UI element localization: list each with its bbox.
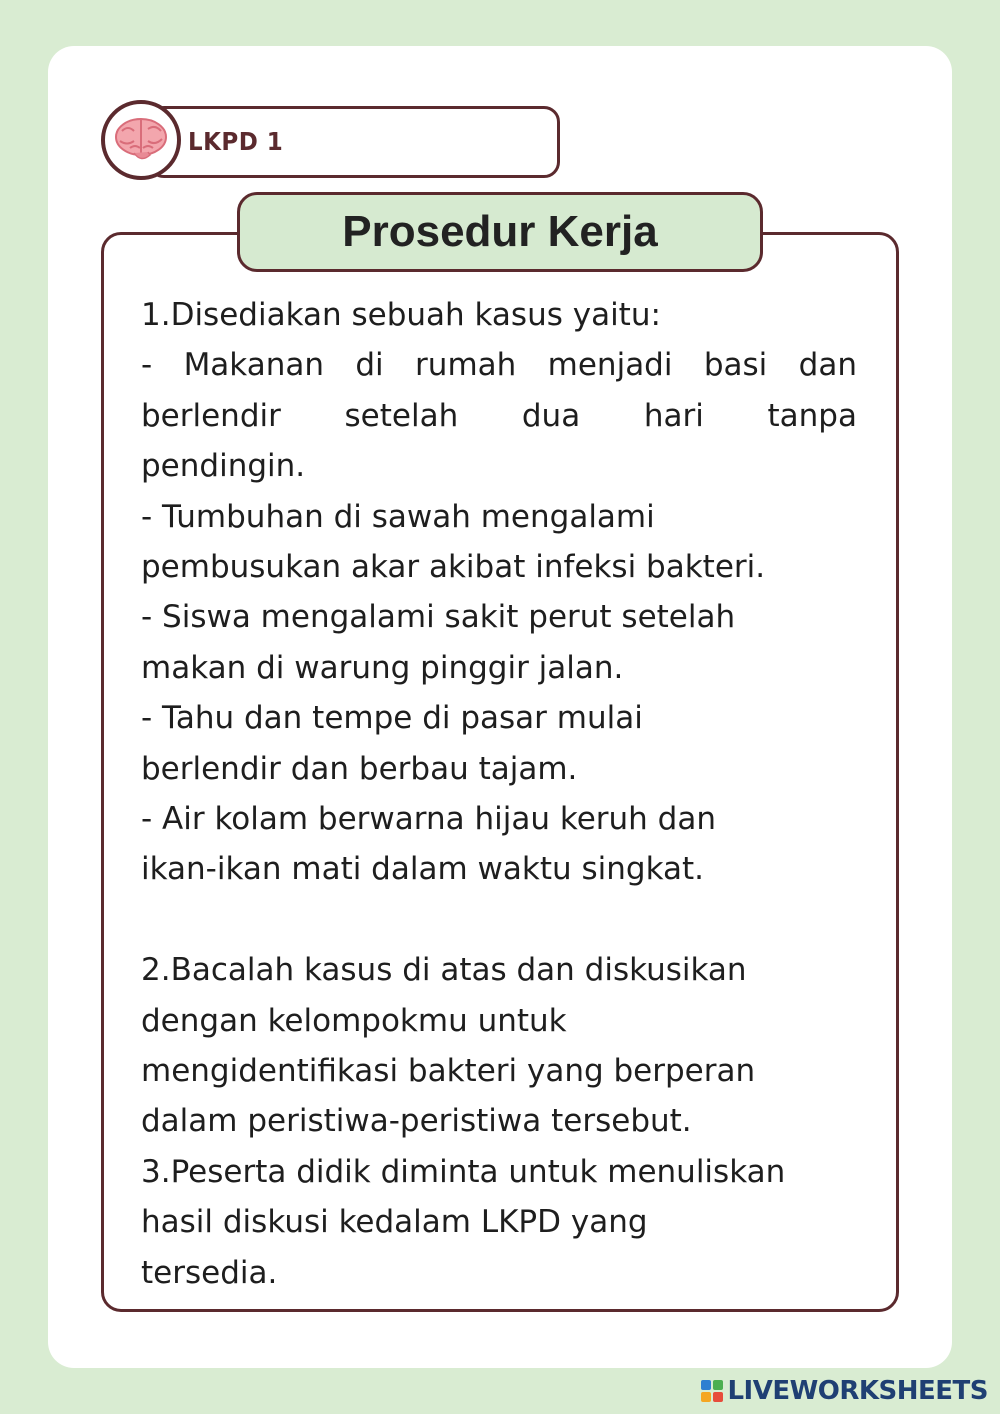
text-line: - Tahu dan tempe di pasar mulai: [141, 700, 643, 737]
text-line: berlendir dan berbau tajam.: [141, 750, 578, 787]
liveworksheets-logo-icon: [701, 1380, 723, 1402]
text-line: - Tumbuhan di sawah mengalami: [141, 498, 655, 535]
page-title: Prosedur Kerja: [342, 207, 658, 256]
text-line: tersedia.: [141, 1254, 278, 1291]
text-line: berlendir setelah dua hari tanpa: [141, 397, 857, 434]
liveworksheets-footer[interactable]: [701, 1374, 988, 1408]
title-tab: [237, 192, 763, 272]
text-line: 2.Bacalah kasus di atas dan diskusikan: [141, 952, 747, 989]
text-line: - Siswa mengalami sakit perut setelah: [141, 599, 736, 636]
text-line: hasil diskusi kedalam LKPD yang: [141, 1204, 648, 1241]
paragraph-gap: [141, 895, 857, 945]
procedure-text: [141, 290, 857, 1298]
text-line: - Air kolam berwarna hijau keruh dan: [141, 801, 716, 838]
brain-icon: [112, 115, 170, 165]
liveworksheets-brand: LIVEWORKSHEETS: [727, 1376, 988, 1406]
text-line: 3.Peserta didik diminta untuk menuliskan: [141, 1153, 786, 1190]
text-line: - Makanan di rumah menjadi basi dan: [141, 347, 857, 384]
worksheet-label: LKPD 1: [188, 127, 284, 156]
text-line: dengan kelompokmu untuk: [141, 1002, 567, 1039]
text-line: dalam peristiwa-peristiwa tersebut.: [141, 1103, 692, 1140]
text-line: ikan-ikan mati dalam waktu singkat.: [141, 851, 704, 888]
text-line: pendingin.: [141, 448, 306, 485]
text-line: makan di warung pinggir jalan.: [141, 649, 624, 686]
text-line: 1.Disediakan sebuah kasus yaitu:: [141, 297, 661, 333]
text-line: pembusukan akar akibat infeksi bakteri.: [141, 549, 766, 586]
text-line: mengidentifikasi bakteri yang berperan: [141, 1053, 756, 1090]
brain-badge: [101, 100, 181, 180]
